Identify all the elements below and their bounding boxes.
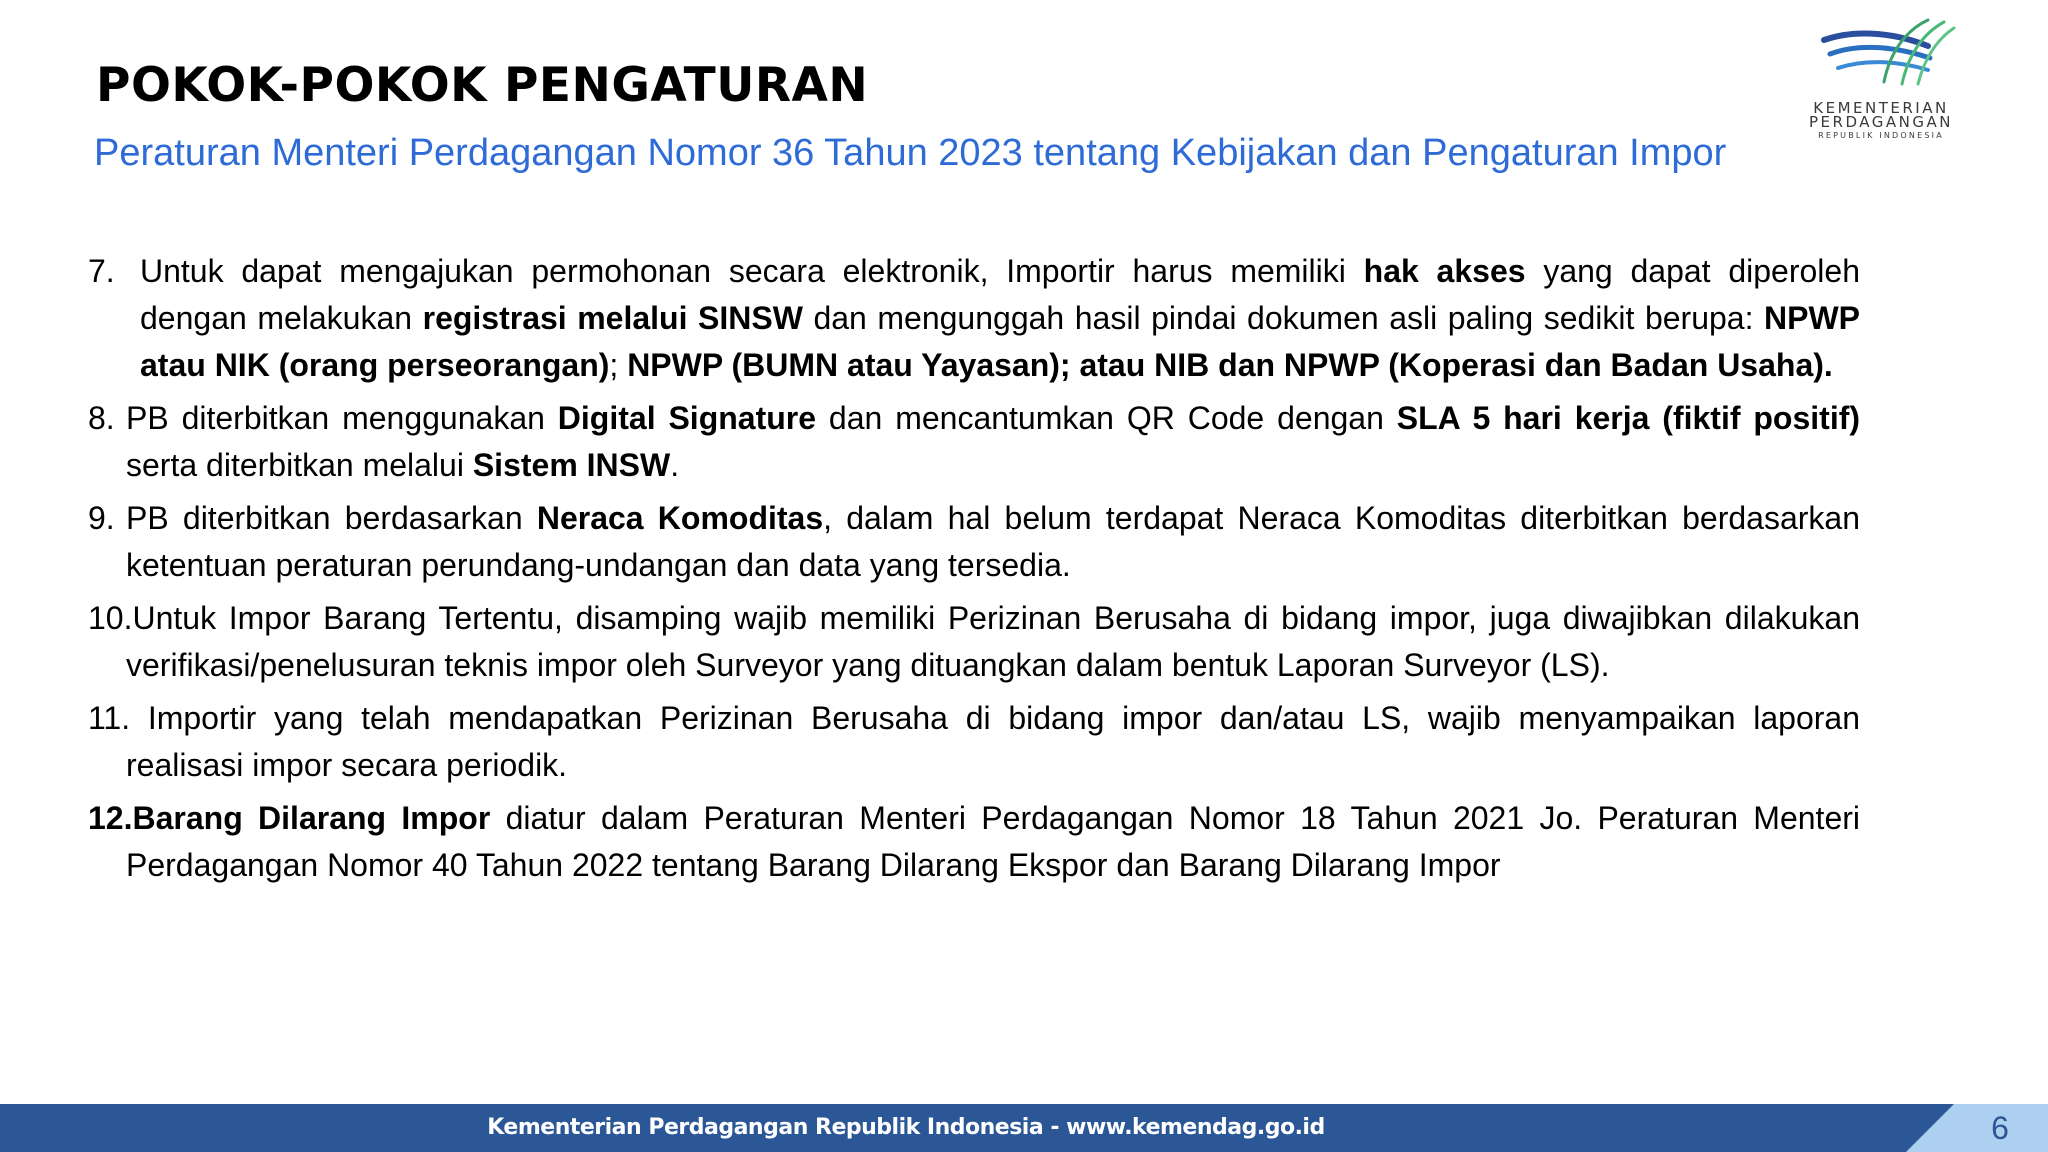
kemendag-logo [1780,12,2010,142]
text-run: serta diterbitkan melalui [126,447,473,483]
text-run: diatur dalam Peraturan Menteri Perdagangan Nomor 18 Tahun 2021 Jo. Peraturan Menteri Perdagangan Nomor 40 Tahun 2022 tentang Barang Dilarang Ekspor dan Barang Dilarang Impor [126,800,1861,883]
bold-text-run: registrasi melalui SINSW [422,300,803,336]
text-run: . [670,447,680,483]
bold-text-run: hak akses [1363,253,1526,289]
list-item [88,495,1860,589]
list-item-text [88,495,1860,589]
text-run: Untuk dapat mengajukan permohonan secara elektronik, Importir harus memiliki [140,253,1364,289]
list-item-number: 7. [88,253,115,289]
logo-text-line2: PERDAGANGAN [1809,113,1953,131]
bold-text-run: NPWP atau NIK (orang perseorangan) [140,300,1861,383]
bold-text-run: Barang Dilarang Impor [132,800,491,836]
page-number-divider [1906,1104,1954,1152]
list-item-number: 11. [88,700,131,736]
bold-text-run: Digital Signature [557,400,817,436]
list-item-number: 10. [88,600,133,636]
kemendag-logo-icon [1818,12,1958,92]
text-run: Untuk Impor Barang Tertentu, disamping wajib memiliki Perizinan Berusaha di bidang impor, juga diwajibkan dilakukan verifikasi/penelusuran teknis impor oleh Surveyor yang dituangkan dalam bentuk Laporan Surveyor (LS). [126,600,1860,683]
slide-subtitle: Peraturan Menteri Perdagangan Nomor 36 Tahun 2023 tentang Kebijakan dan Pengaturan Impor [94,132,1727,174]
bold-text-run: SLA 5 hari kerja (fiktif positif) [1396,400,1861,436]
text-run: , dalam hal belum terdapat Neraca Komoditas diterbitkan berdasarkan ketentuan peraturan perundang-undangan dan data yang tersedia. [126,500,1861,583]
text-run: PB diterbitkan menggunakan [126,400,558,436]
text-run: PB diterbitkan berdasarkan [126,500,537,536]
list-item-content [126,700,1860,783]
list-item-number: 9. [88,500,115,536]
bold-text-run: Neraca Komoditas [536,500,824,536]
list-item-text [88,248,1860,389]
list-item [88,395,1860,489]
text-run: ; [609,347,628,383]
regulation-list [88,248,1860,895]
list-item [88,595,1860,689]
list-item [88,695,1860,789]
list-item-text [88,795,1860,889]
bold-text-run: Sistem INSW [472,447,671,483]
list-item-number: 8. [88,400,115,436]
list-item-text [88,595,1860,689]
page-number: 6 [1991,1110,2009,1146]
logo-text-line1: KEMENTERIAN [1813,99,1949,117]
text-run: yang dapat diperoleh dengan melakukan [140,253,1861,336]
logo-text-line3: REPUBLIK INDONESIA [1818,131,1944,140]
list-item-content [126,800,1860,883]
list-item-content [126,600,1860,683]
text-run: dan mengunggah hasil pindai dokumen asli paling sedikit berupa: [802,300,1765,336]
list-item [88,248,1860,389]
list-item-number: 12. [88,800,133,836]
text-run: dan mencantumkan QR Code dengan [816,400,1397,436]
list-item-text [88,695,1860,789]
list-item-text [88,395,1860,489]
bold-text-run: NPWP (BUMN atau Yayasan); atau NIB dan NPWP (Koperasi dan Badan Usaha). [627,347,1833,383]
footer-text: Kementerian Perdagangan Republik Indonesia - www.kemendag.go.id [487,1115,1325,1140]
text-run: Importir yang telah mendapatkan Perizinan Berusaha di bidang impor dan/atau LS, wajib menyampaikan laporan realisasi impor secara periodik. [126,700,1860,783]
slide-title: POKOK-POKOK PENGATURAN [96,58,869,113]
list-item [88,795,1860,889]
